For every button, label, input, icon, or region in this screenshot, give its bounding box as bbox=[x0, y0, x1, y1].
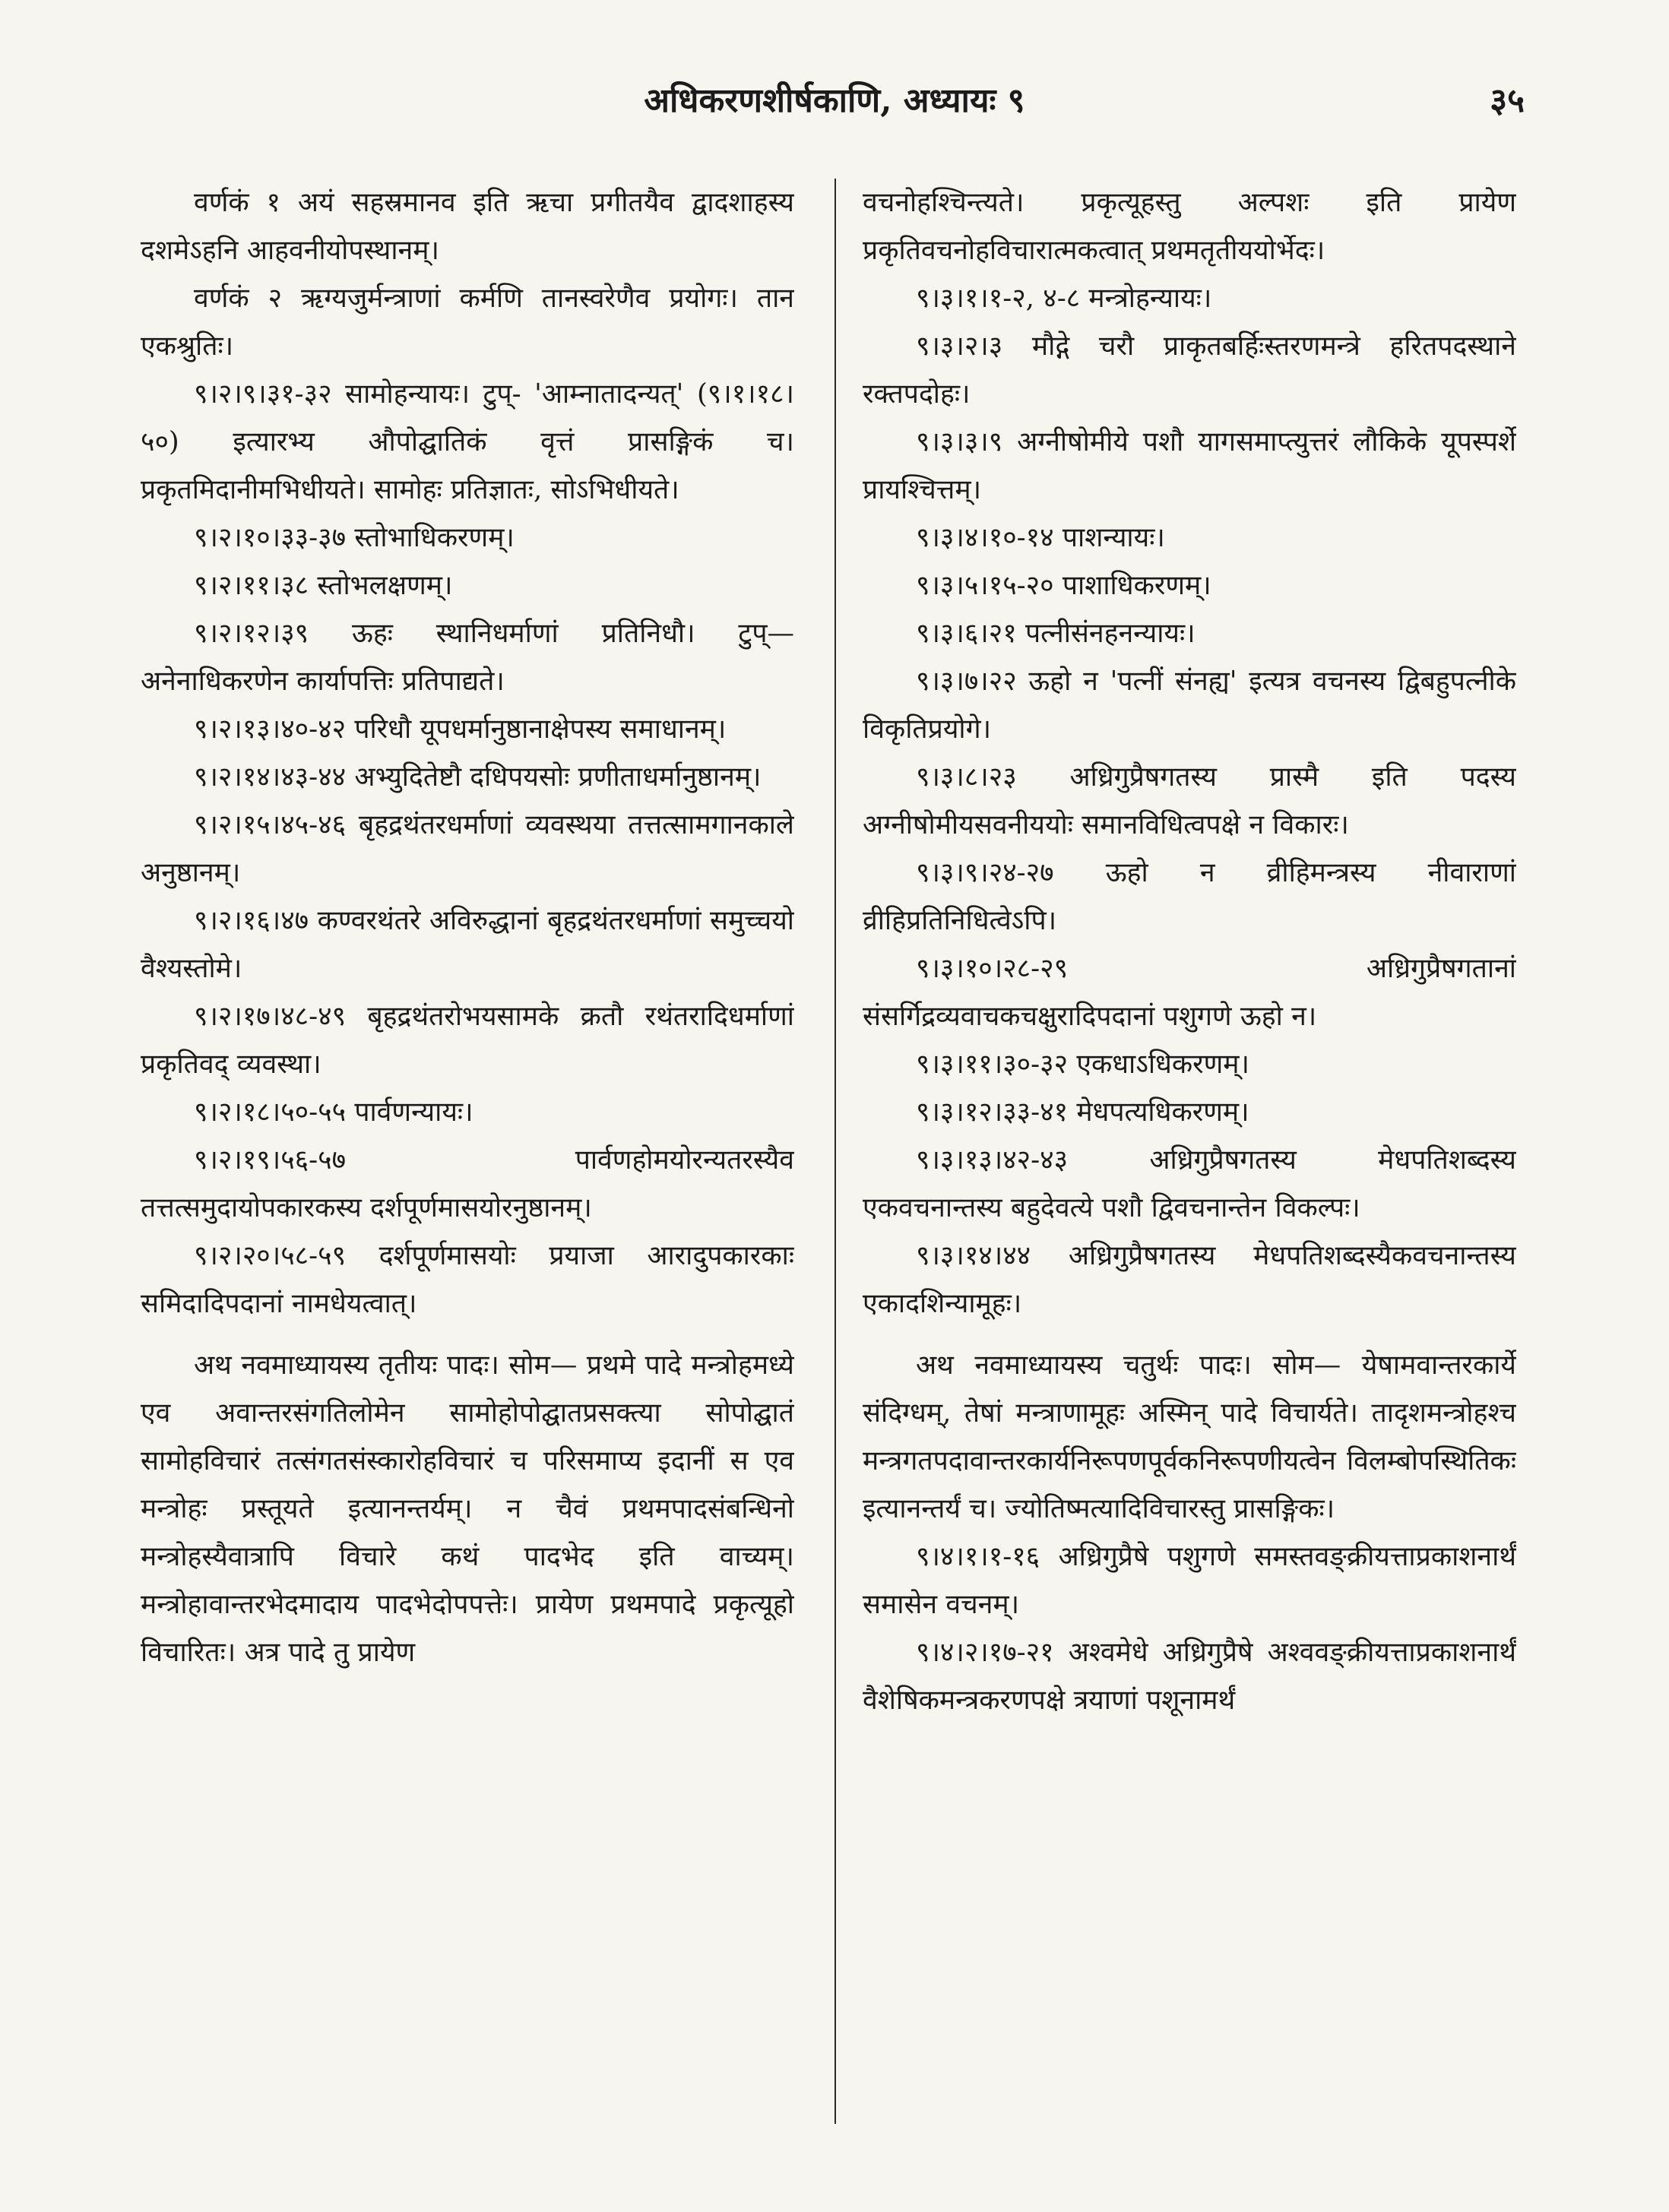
section-intro-paragraph: अथ नवमाध्यायस्य चतुर्थः पादः। सोम— येषामवान्तरकार्ये संदिग्धम्, तेषां मन्त्राणामूहः अस्मिन् पादे विचार्यते। तादृशमन्त्रोहश्च मन्त्रगतपदावान्तरकार्यनिरूपणपूर्वकनिरूपणीयत्वेन विलम्बोपस्थितिकः इत्यानन्तर्यं च। ज्योतिष्मत्यादिविचारस्तु प्रासङ्गिकः। bbox=[863, 1350, 1516, 1524]
paragraph: ९।३।१३।४२-४३ अध्रिगुप्रैषगतस्य मेधपतिशब्दस्य एकवचनान्तस्य बहुदेवत्ये पशौ द्विवचनान्तेन विकल्पः। bbox=[863, 1144, 1516, 1223]
paragraph: ९।३।७।२२ ऊहो न 'पत्नीं संनह्य' इत्यत्र वचनस्य द्विबहुपत्नीके विकृतिप्रयोगे। bbox=[863, 666, 1516, 745]
paragraph: वर्णकं १ अयं सहस्रमानव इति ऋचा प्रगीतयैव द्वादशाहस्य दशमेऽहनि आहवनीयोपस्थानम्। bbox=[141, 187, 794, 266]
paragraph: ९।२।२०।५८-५९ दर्शपूर्णमासयोः प्रयाजा आरादुपकारकाः समिदादिपदानां नामधेयत्वात्। bbox=[141, 1240, 794, 1319]
paragraph: वचनोहश्चिन्त्यते। प्रकृत्यूहस्तु अल्पशः इति प्रायेण प्रकृतिवचनोहविचारात्मकत्वात् प्रथमतृतीययोर्भेदः। bbox=[863, 187, 1516, 266]
paragraph: ९।३।१०।२८-२९ अध्रिगुप्रैषगतानां संसर्गिद्रव्यवाचकचक्षुरादिपदानां पशुगणे ऊहो न। bbox=[863, 953, 1516, 1032]
paragraph: ९।३।९।२४-२७ ऊहो न व्रीहिमन्त्रस्य नीवाराणां व्रीहिप्रतिनिधित्वेऽपि। bbox=[863, 857, 1516, 936]
paragraph: ९।४।२।१७-२१ अश्वमेधे अध्रिगुप्रैषे अश्ववङ्क्रीयत्ताप्रकाशनार्थं वैशेषिकमन्त्रकरणपक्षे त्रयाणां पशूनामर्थं bbox=[863, 1637, 1516, 1716]
paragraph: ९।३।३।९ अग्नीषोमीये पशौ यागसमाप्त्युत्तरं लौकिके यूपस्पर्शे प्रायश्चित्तम्। bbox=[863, 426, 1516, 505]
paragraph: ९।३।८।२३ अध्रिगुप्रैषगतस्य प्रास्मै इति पदस्य अग्नीषोमीयसवनीययोः समानविधित्वपक्षे न विकारः। bbox=[863, 761, 1516, 840]
page-number: ३५ bbox=[1490, 81, 1525, 120]
paragraph: ९।२।१३।४०-४२ परिधौ यूपधर्मानुष्ठानाक्षेपस्य समाधानम्। bbox=[194, 714, 727, 745]
page-header bbox=[0, 76, 1669, 137]
paragraph: वर्णकं २ ऋग्यजुर्मन्त्राणां कर्मणि तानस्वरेणैव प्रयोगः। तान एकश्रुतिः। bbox=[141, 283, 794, 362]
running-title: अधिकरणशीर्षकाणि, अध्यायः ९ bbox=[644, 81, 1025, 120]
paragraph: ९।३।१।१-२, ४-८ मन्त्रोहन्यायः। bbox=[916, 283, 1212, 314]
section-intro-paragraph: अथ नवमाध्यायस्य तृतीयः पादः। सोम— प्रथमे पादे मन्त्रोहमध्ये एव अवान्तरसंगतिलोमेन सामोहोपोद्घातप्रसक्त्या सोपोद्घातं सामोहविचारं तत्संगतसंस्कारोहविचारं च परिसमाप्य इदानीं स एव मन्त्रोहः प्रस्तूयते इत्यानन्तर्यम्। न चैवं प्रथमपादसंबन्धिनो मन्त्रोहस्यैवात्रापि विचारे कथं पादभेद इति वाच्यम्। मन्त्रोहावान्तरभेदमादाय पादभेदोपपत्तेः। प्रायेण प्रथमपादे प्रकृत्यूहो विचारितः। अत्र पादे तु प्रायेण bbox=[141, 1350, 794, 1668]
right-column bbox=[863, 179, 1516, 2139]
paragraph: ९।३।१२।३३-४१ मेधपत्यधिकरणम्। bbox=[916, 1097, 1249, 1128]
paragraph: ९।२।१४।४३-४४ अभ्युदितेष्टौ दधिपयसोः प्रणीताधर्मानुष्ठानम्। bbox=[194, 761, 762, 793]
paragraph: ९।२।१७।४८-४९ बृहद्रथंतरोभयसामके क्रतौ रथंतरादिधर्माणां प्रकृतिवद् व्यवस्था। bbox=[141, 1001, 794, 1080]
paragraph: ९।२।११।३८ स्तोभलक्षणम्। bbox=[194, 570, 453, 601]
paragraph: ९।४।१।१-१६ अध्रिगुप्रैषे पशुगणे समस्तवङ्क्रीयत्ताप्रकाशनार्थं समासेन वचनम्। bbox=[863, 1541, 1516, 1620]
paragraph: ९।२।१८।५०-५५ पार्वणन्यायः। bbox=[194, 1097, 473, 1128]
paragraph: ९।३।४।१०-१४ पाशन्यायः। bbox=[916, 522, 1165, 553]
paragraph: ९।२।१०।३३-३७ स्तोभाधिकरणम्। bbox=[194, 522, 515, 553]
paragraph: ९।२।१२।३९ ऊहः स्थानिधर्माणां प्रतिनिधौ। टुप्— अनेनाधिकरणेन कार्यापत्तिः प्रतिपाद्यते। bbox=[141, 618, 794, 697]
paragraph: ९।२।१६।४७ कण्वरथंतरे अविरुद्धानां बृहद्रथंतरधर्माणां समुच्चयो वैश्यस्तोमे। bbox=[141, 905, 794, 984]
paragraph: ९।३।२।३ मौद्गे चरौ प्राकृतबर्हिःस्तरणमन्त्रे हरितपदस्थाने रक्तपदोहः। bbox=[863, 331, 1516, 410]
paragraph: ९।३।११।३०-३२ एकधाऽधिकरणम्। bbox=[916, 1049, 1249, 1080]
paragraph: ९।२।१५।४५-४६ बृहद्रथंतरधर्माणां व्यवस्थया तत्तत्सामगानकाले अनुष्ठानम्। bbox=[141, 809, 794, 888]
paragraph: ९।२।९।३१-३२ सामोहन्यायः। टुप्- 'आम्नातादन्यत्' (९।१।१८।५०) इत्यारभ्य औपोद्घातिकं वृत्तं प्रासङ्गिकं च। प्रकृतमिदानीमभिधीयते। सामोहः प्रतिज्ञातः, सोऽभिधीयते। bbox=[141, 378, 794, 505]
paragraph: ९।३।५।१५-२० पाशाधिकरणम्। bbox=[916, 570, 1211, 601]
paragraph: ९।३।१४।४४ अध्रिगुप्रैषगतस्य मेधपतिशब्दस्यैकवचनान्तस्य एकादशिन्यामूहः। bbox=[863, 1240, 1516, 1319]
paragraph: ९।२।१९।५६-५७ पार्वणहोमयोरन्यतरस्यैव तत्तत्समुदायोपकारकस्य दर्शपूर्णमासयोरनुष्ठानम्। bbox=[141, 1144, 794, 1223]
left-column bbox=[141, 179, 794, 2139]
column-divider bbox=[834, 179, 836, 2124]
paragraph: ९।३।६।२१ पत्नीसंनहनन्यायः। bbox=[916, 618, 1196, 649]
